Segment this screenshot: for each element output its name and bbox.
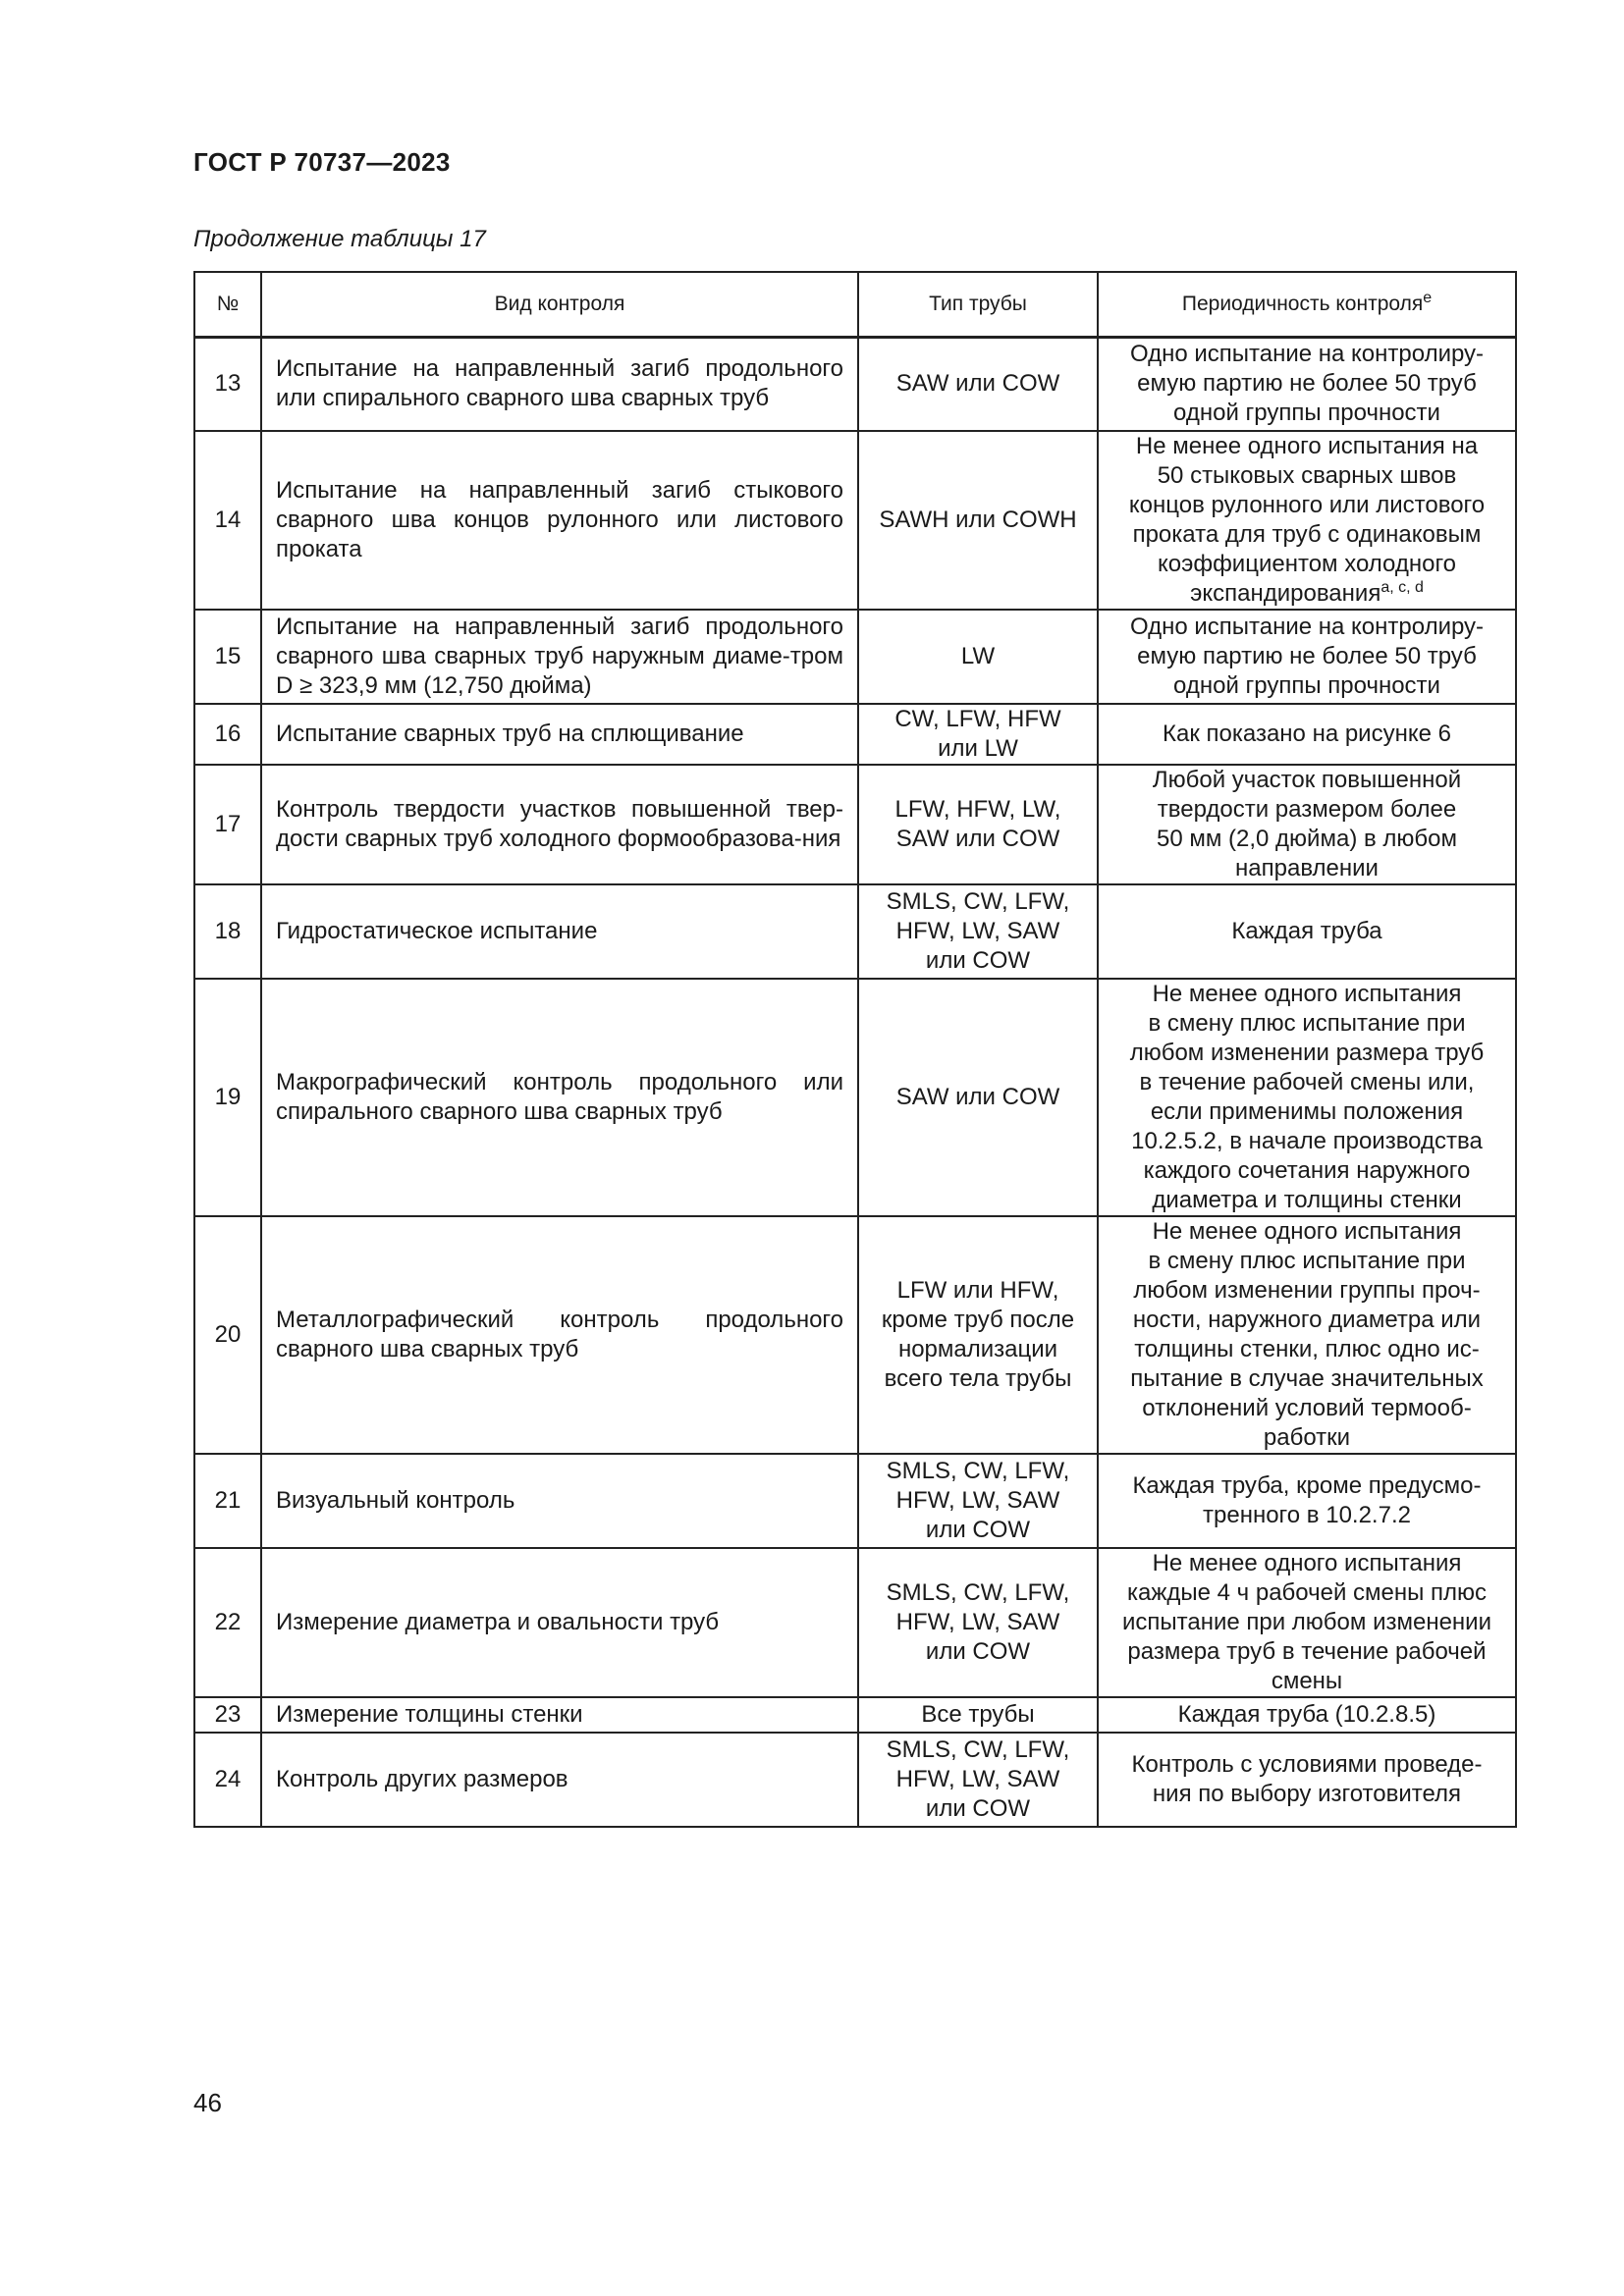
- table-row: [194, 765, 1516, 884]
- row-periodicity-cell: [1098, 765, 1516, 884]
- header-num: №: [194, 272, 261, 337]
- header-pipe: Тип трубы: [858, 272, 1098, 337]
- row-number: 22: [214, 1609, 242, 1635]
- row-periodicity: Как показано на рисунке 6: [1163, 721, 1451, 747]
- row-inspection-kind-cell: [261, 1454, 858, 1548]
- header-kind: Вид контроля: [261, 272, 858, 337]
- document-header: ГОСТ Р 70737—2023: [193, 147, 451, 177]
- header-period-text: Периодичность контроля: [1181, 292, 1424, 315]
- row-inspection-kind-cell: [261, 884, 858, 979]
- row-periodicity: Не менее одного испытания на 50 стыковых сварных швов концов рулонного или листового проката для труб с одинаковым коэффициентом холодного экспандирования: [1128, 433, 1486, 607]
- row-periodicity: Любой участок повышенной твердости размером более 50 мм (2,0 дюйма) в любом направлении: [1152, 767, 1462, 881]
- row-pipe-type-cell: [858, 884, 1098, 979]
- row-pipe-type-cell: [858, 1697, 1098, 1733]
- row-periodicity: Каждая труба, кроме предусмо- тренного в 10.2.7.2: [1132, 1472, 1482, 1528]
- row-periodicity: Не менее одного испытания в смену плюс испытание при любом изменении группы проч- ности, наружного диаметра или толщины стенки, плюс одно ис- пытание в случае значительных отклонений условий термооб- работки: [1130, 1218, 1484, 1451]
- row-number: 23: [214, 1701, 242, 1728]
- table-row: [194, 979, 1516, 1216]
- row-periodicity-cell: [1098, 1216, 1516, 1454]
- page-number: 46: [193, 2088, 222, 2117]
- table-row: [194, 1548, 1516, 1697]
- row-pipe-type: LFW, HFW, LW, SAW или COW: [894, 796, 1061, 852]
- row-periodicity-cell: [1098, 979, 1516, 1216]
- row-pipe-type: LW: [960, 643, 996, 669]
- table-row: [194, 1454, 1516, 1548]
- row-number: 21: [214, 1487, 242, 1514]
- table-header-row: [194, 272, 1516, 337]
- row-inspection-kind: Визуальный контроль: [276, 1487, 515, 1514]
- row-periodicity: Каждая труба (10.2.8.5): [1177, 1701, 1436, 1728]
- row-inspection-kind: Испытание на направленный загиб продольного сварного шва сварных труб наружным диаме-тром D ≥ 323,9 мм (12,750 дюйма): [276, 614, 843, 699]
- row-inspection-kind: Контроль твердости участков повышенной твер-дости сварных труб холодного формообразова-ния: [276, 796, 843, 852]
- row-number-cell: [194, 1697, 261, 1733]
- row-inspection-kind: Металлографический контроль продольного сварного шва сварных труб: [276, 1307, 843, 1362]
- row-pipe-type-cell: [858, 704, 1098, 765]
- row-number: 14: [214, 507, 242, 533]
- row-inspection-kind-cell: [261, 337, 858, 431]
- row-periodicity: Не менее одного испытания каждые 4 ч рабочей смены плюс испытание при любом изменении размера труб в течение рабочей смены: [1121, 1550, 1491, 1694]
- row-inspection-kind: Испытание сварных труб на сплющивание: [276, 721, 744, 747]
- table-row: [194, 1733, 1516, 1827]
- row-pipe-type: LFW или HFW, кроме труб после нормализации всего тела трубы: [881, 1277, 1075, 1392]
- row-inspection-kind: Гидростатическое испытание: [276, 918, 598, 944]
- row-number-cell: [194, 884, 261, 979]
- row-number: 20: [214, 1321, 242, 1348]
- row-periodicity-cell: [1098, 337, 1516, 431]
- row-pipe-type: SMLS, CW, LFW, HFW, LW, SAW или COW: [886, 1579, 1070, 1665]
- row-pipe-type-cell: [858, 1548, 1098, 1697]
- row-inspection-kind-cell: [261, 1216, 858, 1454]
- row-periodicity: Каждая труба: [1231, 918, 1382, 944]
- row-inspection-kind-cell: [261, 610, 858, 704]
- row-pipe-type: SMLS, CW, LFW, HFW, LW, SAW или COW: [886, 1458, 1070, 1543]
- row-pipe-type-cell: [858, 1733, 1098, 1827]
- row-pipe-type-cell: [858, 765, 1098, 884]
- row-number: 24: [214, 1766, 242, 1792]
- row-number: 17: [214, 811, 242, 837]
- table-row: [194, 1697, 1516, 1733]
- row-number-cell: [194, 704, 261, 765]
- row-pipe-type-cell: [858, 979, 1098, 1216]
- row-pipe-type-cell: [858, 1454, 1098, 1548]
- row-periodicity: Контроль с условиями проведе- ния по выбору изготовителя: [1131, 1751, 1483, 1807]
- row-inspection-kind-cell: [261, 431, 858, 610]
- row-periodicity: Одно испытание на контролиру- емую партию не более 50 труб одной группы прочности: [1129, 341, 1485, 427]
- row-pipe-type: SAWH или COWH: [879, 507, 1077, 533]
- row-pipe-type: SMLS, CW, LFW, HFW, LW, SAW или COW: [886, 1736, 1070, 1822]
- table-row: [194, 610, 1516, 704]
- row-periodicity-cell: [1098, 1733, 1516, 1827]
- row-pipe-type: SAW или COW: [895, 1084, 1060, 1110]
- row-number-cell: [194, 1733, 261, 1827]
- row-pipe-type: SAW или COW: [895, 370, 1060, 398]
- row-number-cell: [194, 431, 261, 610]
- row-periodicity-cell: [1098, 431, 1516, 610]
- row-pipe-type-cell: [858, 610, 1098, 704]
- row-periodicity: Не менее одного испытания в смену плюс испытание при любом изменении размера труб в течение рабочей смены или, если применимы положения 10.2.5.2, в начале производства каждого сочетания наружного диаметра и толщины стенки: [1129, 981, 1485, 1213]
- row-number: 13: [214, 370, 242, 398]
- table-row: [194, 704, 1516, 765]
- table-row: [194, 1216, 1516, 1454]
- table-caption: Продолжение таблицы 17: [193, 226, 486, 252]
- row-number-cell: [194, 1216, 261, 1454]
- row-pipe-type-cell: [858, 1216, 1098, 1454]
- row-periodicity-cell: [1098, 610, 1516, 704]
- row-periodicity-footnote: a, c, d: [1380, 579, 1424, 596]
- header-period: [1098, 272, 1516, 337]
- row-periodicity-cell: [1098, 704, 1516, 765]
- inspection-table: [193, 271, 1517, 1828]
- table-body: [194, 337, 1516, 1827]
- row-inspection-kind: Измерение толщины стенки: [276, 1701, 583, 1728]
- row-pipe-type-cell: [858, 337, 1098, 431]
- row-inspection-kind: Контроль других размеров: [276, 1766, 568, 1792]
- row-inspection-kind-cell: [261, 1548, 858, 1697]
- row-inspection-kind-cell: [261, 704, 858, 765]
- row-inspection-kind-cell: [261, 1697, 858, 1733]
- row-number-cell: [194, 1454, 261, 1548]
- row-number: 15: [214, 643, 242, 669]
- row-periodicity-cell: [1098, 884, 1516, 979]
- row-inspection-kind: Макрографический контроль продольного или спирального сварного шва сварных труб: [276, 1069, 843, 1125]
- row-number-cell: [194, 979, 261, 1216]
- row-inspection-kind-cell: [261, 1733, 858, 1827]
- row-periodicity: Одно испытание на контролиру- емую партию не более 50 труб одной группы прочности: [1129, 614, 1485, 699]
- row-periodicity-cell: [1098, 1697, 1516, 1733]
- row-pipe-type: Все трубы: [921, 1701, 1035, 1728]
- row-number: 19: [214, 1084, 242, 1110]
- row-number-cell: [194, 1548, 261, 1697]
- row-inspection-kind: Измерение диаметра и овальности труб: [276, 1609, 720, 1635]
- table-row: [194, 337, 1516, 431]
- header-period-sup: e: [1423, 289, 1433, 306]
- row-periodicity-cell: [1098, 1454, 1516, 1548]
- row-number-cell: [194, 610, 261, 704]
- row-periodicity-cell: [1098, 1548, 1516, 1697]
- row-pipe-type-cell: [858, 431, 1098, 610]
- table-row: [194, 884, 1516, 979]
- row-inspection-kind: Испытание на направленный загиб стыкового сварного шва концов рулонного или листового проката: [276, 477, 843, 562]
- row-number: 18: [214, 918, 242, 944]
- table-row: [194, 431, 1516, 610]
- row-inspection-kind-cell: [261, 979, 858, 1216]
- row-number: 16: [214, 721, 242, 747]
- row-number-cell: [194, 765, 261, 884]
- row-inspection-kind-cell: [261, 765, 858, 884]
- row-inspection-kind: Испытание на направленный загиб продольного или спирального сварного шва сварных труб: [276, 355, 843, 412]
- row-pipe-type: CW, LFW, HFW или LW: [894, 706, 1061, 762]
- row-number-cell: [194, 337, 261, 431]
- row-pipe-type: SMLS, CW, LFW, HFW, LW, SAW или COW: [886, 888, 1070, 974]
